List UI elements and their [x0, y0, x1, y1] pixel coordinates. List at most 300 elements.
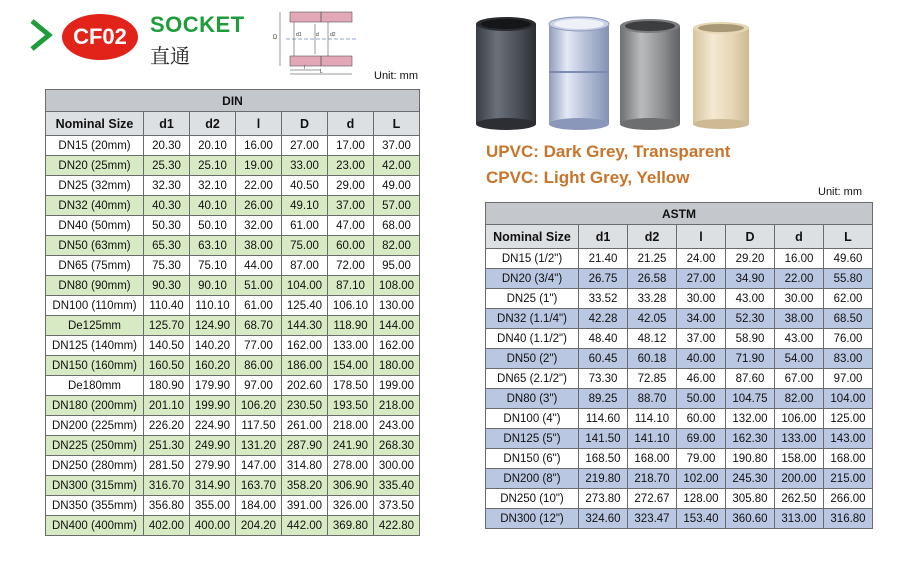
din-value-cell: 60.00 [328, 236, 374, 256]
din-value-cell: 44.00 [236, 256, 282, 276]
din-value-cell: 25.10 [190, 156, 236, 176]
din-table-row [46, 336, 420, 356]
astm-value-cell: 323.47 [628, 509, 677, 529]
astm-value-cell: 305.80 [726, 489, 775, 509]
din-table-row [46, 456, 420, 476]
astm-value-cell: 49.60 [824, 249, 873, 269]
astm-value-cell: 26.58 [628, 269, 677, 289]
din-value-cell: 140.50 [144, 336, 190, 356]
din-column-header: Nominal Size [46, 112, 144, 136]
din-value-cell: 37.00 [374, 136, 420, 156]
astm-nominal-size-cell: DN20 (3/4") [486, 269, 579, 289]
din-value-cell: 40.50 [282, 176, 328, 196]
din-value-cell: 104.00 [282, 276, 328, 296]
din-value-cell: 316.70 [144, 476, 190, 496]
socket-dimension-drawing [268, 6, 368, 76]
astm-value-cell: 106.00 [775, 409, 824, 429]
din-value-cell: 90.10 [190, 276, 236, 296]
din-nominal-size-cell: DN400 (400mm) [46, 516, 144, 536]
din-value-cell: 226.20 [144, 416, 190, 436]
din-value-cell: 125.40 [282, 296, 328, 316]
din-table-row [46, 436, 420, 456]
din-value-cell: 281.50 [144, 456, 190, 476]
astm-value-cell: 68.50 [824, 309, 873, 329]
astm-value-cell: 168.00 [628, 449, 677, 469]
din-unit-label: Unit: mm [374, 70, 418, 82]
din-table-row [46, 416, 420, 436]
din-nominal-size-cell: DN50 (63mm) [46, 236, 144, 256]
din-value-cell: 61.00 [236, 296, 282, 316]
din-value-cell: 144.00 [374, 316, 420, 336]
din-column-header: d1 [144, 112, 190, 136]
din-value-cell: 402.00 [144, 516, 190, 536]
astm-nominal-size-cell: DN40 (1.1/2") [486, 329, 579, 349]
din-value-cell: 130.00 [374, 296, 420, 316]
din-nominal-size-cell: DN200 (225mm) [46, 416, 144, 436]
din-value-cell: 279.90 [190, 456, 236, 476]
din-value-cell: 25.30 [144, 156, 190, 176]
astm-value-cell: 24.00 [677, 249, 726, 269]
din-value-cell: 50.10 [190, 216, 236, 236]
din-table-row [46, 496, 420, 516]
din-value-cell: 422.80 [374, 516, 420, 536]
dim-label-D: D [273, 35, 278, 41]
astm-value-cell: 40.00 [677, 349, 726, 369]
astm-value-cell: 168.50 [579, 449, 628, 469]
astm-value-cell: 30.00 [677, 289, 726, 309]
astm-value-cell: 42.28 [579, 309, 628, 329]
din-value-cell: 117.50 [236, 416, 282, 436]
din-value-cell: 20.30 [144, 136, 190, 156]
astm-value-cell: 102.00 [677, 469, 726, 489]
din-value-cell: 72.00 [328, 256, 374, 276]
din-value-cell: 355.00 [190, 496, 236, 516]
astm-value-cell: 266.00 [824, 489, 873, 509]
din-value-cell: 33.00 [282, 156, 328, 176]
din-value-cell: 241.90 [328, 436, 374, 456]
product-title-chinese: 直通 [150, 46, 190, 68]
din-value-cell: 391.00 [282, 496, 328, 516]
din-value-cell: 47.00 [328, 216, 374, 236]
astm-nominal-size-cell: DN80 (3") [486, 389, 579, 409]
din-value-cell: 68.00 [374, 216, 420, 236]
din-value-cell: 230.50 [282, 396, 328, 416]
astm-unit-label: Unit: mm [818, 186, 862, 198]
din-table-row [46, 196, 420, 216]
astm-value-cell: 97.00 [824, 369, 873, 389]
astm-value-cell: 79.00 [677, 449, 726, 469]
astm-value-cell: 21.40 [579, 249, 628, 269]
astm-nominal-size-cell: DN65 (2.1/2") [486, 369, 579, 389]
astm-value-cell: 33.28 [628, 289, 677, 309]
din-table-row [46, 156, 420, 176]
astm-value-cell: 272.67 [628, 489, 677, 509]
din-table-row [46, 256, 420, 276]
din-value-cell: 261.00 [282, 416, 328, 436]
astm-value-cell: 43.00 [775, 329, 824, 349]
din-table-row [46, 296, 420, 316]
astm-value-cell: 55.80 [824, 269, 873, 289]
din-value-cell: 154.00 [328, 356, 374, 376]
astm-nominal-size-cell: DN300 (12") [486, 509, 579, 529]
din-nominal-size-cell: DN20 (25mm) [46, 156, 144, 176]
astm-table-row [486, 489, 873, 509]
din-value-cell: 32.00 [236, 216, 282, 236]
din-nominal-size-cell: DN40 (50mm) [46, 216, 144, 236]
din-value-cell: 162.00 [374, 336, 420, 356]
astm-column-header: d [775, 225, 824, 249]
astm-value-cell: 273.80 [579, 489, 628, 509]
din-value-cell: 26.00 [236, 196, 282, 216]
din-value-cell: 160.20 [190, 356, 236, 376]
din-nominal-size-cell: DN32 (40mm) [46, 196, 144, 216]
din-value-cell: 37.00 [328, 196, 374, 216]
astm-value-cell: 48.12 [628, 329, 677, 349]
astm-value-cell: 141.10 [628, 429, 677, 449]
astm-value-cell: 104.00 [824, 389, 873, 409]
astm-value-cell: 76.00 [824, 329, 873, 349]
din-value-cell: 110.40 [144, 296, 190, 316]
din-table-row [46, 476, 420, 496]
astm-nominal-size-cell: DN125 (5") [486, 429, 579, 449]
astm-nominal-size-cell: DN100 (4") [486, 409, 579, 429]
din-value-cell: 204.20 [236, 516, 282, 536]
din-value-cell: 97.00 [236, 376, 282, 396]
astm-nominal-size-cell: DN150 (6") [486, 449, 579, 469]
din-table-row [46, 396, 420, 416]
din-nominal-size-cell: DN300 (315mm) [46, 476, 144, 496]
din-value-cell: 186.00 [282, 356, 328, 376]
astm-column-header: d1 [579, 225, 628, 249]
astm-value-cell: 114.60 [579, 409, 628, 429]
din-value-cell: 243.00 [374, 416, 420, 436]
astm-value-cell: 104.75 [726, 389, 775, 409]
din-value-cell: 218.00 [328, 416, 374, 436]
astm-value-cell: 190.80 [726, 449, 775, 469]
din-nominal-size-cell: DN15 (20mm) [46, 136, 144, 156]
din-value-cell: 369.80 [328, 516, 374, 536]
din-value-cell: 218.00 [374, 396, 420, 416]
din-table-row [46, 216, 420, 236]
din-value-cell: 442.00 [282, 516, 328, 536]
astm-value-cell: 218.70 [628, 469, 677, 489]
astm-value-cell: 58.90 [726, 329, 775, 349]
din-table-caption: DIN [46, 90, 420, 112]
din-nominal-size-cell: DN125 (140mm) [46, 336, 144, 356]
din-value-cell: 75.30 [144, 256, 190, 276]
astm-column-header: L [824, 225, 873, 249]
din-value-cell: 87.10 [328, 276, 374, 296]
astm-value-cell: 42.05 [628, 309, 677, 329]
din-value-cell: 224.90 [190, 416, 236, 436]
din-value-cell: 314.80 [282, 456, 328, 476]
astm-value-cell: 313.00 [775, 509, 824, 529]
din-value-cell: 144.30 [282, 316, 328, 336]
din-table-row [46, 276, 420, 296]
din-value-cell: 335.40 [374, 476, 420, 496]
din-value-cell: 306.90 [328, 476, 374, 496]
din-nominal-size-cell: DN225 (250mm) [46, 436, 144, 456]
din-nominal-size-cell: DN25 (32mm) [46, 176, 144, 196]
din-nominal-size-cell: DN80 (90mm) [46, 276, 144, 296]
astm-value-cell: 30.00 [775, 289, 824, 309]
din-value-cell: 50.30 [144, 216, 190, 236]
din-value-cell: 147.00 [236, 456, 282, 476]
din-value-cell: 23.00 [328, 156, 374, 176]
cpvc-colors-text: CPVC: Light Grey, Yellow [486, 168, 690, 187]
din-value-cell: 16.00 [236, 136, 282, 156]
astm-value-cell: 87.60 [726, 369, 775, 389]
chevron-right-icon [28, 18, 54, 52]
astm-value-cell: 132.00 [726, 409, 775, 429]
din-value-cell: 178.50 [328, 376, 374, 396]
din-value-cell: 61.00 [282, 216, 328, 236]
din-table-row [46, 316, 420, 336]
light-grey-socket-photo [614, 14, 686, 132]
astm-value-cell: 89.25 [579, 389, 628, 409]
din-value-cell: 118.90 [328, 316, 374, 336]
astm-value-cell: 245.30 [726, 469, 775, 489]
astm-column-header: D [726, 225, 775, 249]
din-nominal-size-cell: DN150 (160mm) [46, 356, 144, 376]
astm-value-cell: 48.40 [579, 329, 628, 349]
din-value-cell: 86.00 [236, 356, 282, 376]
product-title: SOCKET [150, 12, 245, 37]
yellow-socket-photo [688, 14, 754, 132]
astm-value-cell: 72.85 [628, 369, 677, 389]
astm-value-cell: 200.00 [775, 469, 824, 489]
din-value-cell: 326.00 [328, 496, 374, 516]
astm-value-cell: 34.90 [726, 269, 775, 289]
din-value-cell: 162.00 [282, 336, 328, 356]
din-table-row [46, 236, 420, 256]
din-nominal-size-cell: De180mm [46, 376, 144, 396]
astm-value-cell: 360.60 [726, 509, 775, 529]
din-column-header: d2 [190, 112, 236, 136]
din-value-cell: 49.10 [282, 196, 328, 216]
din-value-cell: 110.10 [190, 296, 236, 316]
astm-value-cell: 50.00 [677, 389, 726, 409]
din-value-cell: 19.00 [236, 156, 282, 176]
din-table-row [46, 176, 420, 196]
astm-value-cell: 153.40 [677, 509, 726, 529]
din-value-cell: 17.00 [328, 136, 374, 156]
astm-value-cell: 82.00 [775, 389, 824, 409]
din-value-cell: 400.00 [190, 516, 236, 536]
astm-value-cell: 34.00 [677, 309, 726, 329]
din-value-cell: 278.00 [328, 456, 374, 476]
astm-value-cell: 62.00 [824, 289, 873, 309]
din-nominal-size-cell: DN65 (75mm) [46, 256, 144, 276]
astm-value-cell: 69.00 [677, 429, 726, 449]
astm-value-cell: 168.00 [824, 449, 873, 469]
dim-label-d: d [316, 32, 319, 38]
din-value-cell: 95.00 [374, 256, 420, 276]
din-nominal-size-cell: De125mm [46, 316, 144, 336]
astm-value-cell: 22.00 [775, 269, 824, 289]
astm-value-cell: 162.30 [726, 429, 775, 449]
astm-value-cell: 128.00 [677, 489, 726, 509]
astm-column-header: l [677, 225, 726, 249]
astm-table-caption: ASTM [486, 203, 873, 225]
astm-nominal-size-cell: DN32 (1.1/4") [486, 309, 579, 329]
din-value-cell: 356.80 [144, 496, 190, 516]
din-value-cell: 27.00 [282, 136, 328, 156]
upvc-colors-text: UPVC: Dark Grey, Transparent [486, 142, 731, 161]
astm-value-cell: 262.50 [775, 489, 824, 509]
astm-table-row [486, 329, 873, 349]
astm-value-cell: 67.00 [775, 369, 824, 389]
astm-value-cell: 60.18 [628, 349, 677, 369]
astm-dimension-table [485, 202, 873, 529]
astm-table-row [486, 449, 873, 469]
transparent-socket-photo [544, 14, 614, 132]
din-value-cell: 268.30 [374, 436, 420, 456]
astm-table-row [486, 269, 873, 289]
astm-value-cell: 133.00 [775, 429, 824, 449]
din-value-cell: 51.00 [236, 276, 282, 296]
astm-value-cell: 27.00 [677, 269, 726, 289]
astm-table-row [486, 429, 873, 449]
astm-value-cell: 26.75 [579, 269, 628, 289]
din-value-cell: 180.90 [144, 376, 190, 396]
din-column-header: D [282, 112, 328, 136]
din-nominal-size-cell: DN180 (200mm) [46, 396, 144, 416]
din-value-cell: 40.30 [144, 196, 190, 216]
dim-label-d1: d1 [296, 32, 302, 38]
astm-value-cell: 83.00 [824, 349, 873, 369]
astm-value-cell: 21.25 [628, 249, 677, 269]
astm-value-cell: 316.80 [824, 509, 873, 529]
astm-value-cell: 46.00 [677, 369, 726, 389]
din-value-cell: 180.00 [374, 356, 420, 376]
dim-label-L: L [320, 69, 323, 75]
din-value-cell: 29.00 [328, 176, 374, 196]
din-value-cell: 314.90 [190, 476, 236, 496]
din-value-cell: 193.50 [328, 396, 374, 416]
din-value-cell: 160.50 [144, 356, 190, 376]
astm-value-cell: 141.50 [579, 429, 628, 449]
astm-value-cell: 52.30 [726, 309, 775, 329]
astm-table-row [486, 409, 873, 429]
dim-label-l: l [304, 65, 306, 71]
astm-value-cell: 16.00 [775, 249, 824, 269]
din-value-cell: 140.20 [190, 336, 236, 356]
din-column-header: d [328, 112, 374, 136]
astm-nominal-size-cell: DN25 (1") [486, 289, 579, 309]
din-nominal-size-cell: DN350 (355mm) [46, 496, 144, 516]
astm-value-cell: 114.10 [628, 409, 677, 429]
din-value-cell: 82.00 [374, 236, 420, 256]
astm-table-row [486, 369, 873, 389]
din-value-cell: 199.90 [190, 396, 236, 416]
astm-nominal-size-cell: DN200 (8") [486, 469, 579, 489]
din-nominal-size-cell: DN100 (110mm) [46, 296, 144, 316]
din-value-cell: 124.90 [190, 316, 236, 336]
din-value-cell: 22.00 [236, 176, 282, 196]
astm-value-cell: 29.20 [726, 249, 775, 269]
din-table-row [46, 356, 420, 376]
din-value-cell: 199.00 [374, 376, 420, 396]
astm-table-row [486, 389, 873, 409]
product-code-badge: CF02 [62, 14, 138, 60]
din-value-cell: 90.30 [144, 276, 190, 296]
din-value-cell: 75.10 [190, 256, 236, 276]
astm-nominal-size-cell: DN250 (10") [486, 489, 579, 509]
din-value-cell: 201.10 [144, 396, 190, 416]
din-value-cell: 63.10 [190, 236, 236, 256]
astm-table-row [486, 249, 873, 269]
din-value-cell: 32.10 [190, 176, 236, 196]
astm-value-cell: 73.30 [579, 369, 628, 389]
din-value-cell: 32.30 [144, 176, 190, 196]
din-value-cell: 131.20 [236, 436, 282, 456]
astm-value-cell: 54.00 [775, 349, 824, 369]
astm-column-header: Nominal Size [486, 225, 579, 249]
astm-value-cell: 37.00 [677, 329, 726, 349]
din-value-cell: 40.10 [190, 196, 236, 216]
din-value-cell: 57.00 [374, 196, 420, 216]
din-value-cell: 38.00 [236, 236, 282, 256]
astm-value-cell: 33.52 [579, 289, 628, 309]
din-value-cell: 68.70 [236, 316, 282, 336]
din-table-row [46, 376, 420, 396]
astm-value-cell: 219.80 [579, 469, 628, 489]
din-column-header: L [374, 112, 420, 136]
din-column-header: l [236, 112, 282, 136]
din-value-cell: 87.00 [282, 256, 328, 276]
din-value-cell: 106.20 [236, 396, 282, 416]
din-value-cell: 202.60 [282, 376, 328, 396]
astm-value-cell: 215.00 [824, 469, 873, 489]
din-value-cell: 163.70 [236, 476, 282, 496]
astm-table-row [486, 289, 873, 309]
din-dimension-table [45, 89, 420, 536]
din-value-cell: 249.90 [190, 436, 236, 456]
astm-value-cell: 60.00 [677, 409, 726, 429]
astm-value-cell: 143.00 [824, 429, 873, 449]
din-table-row [46, 136, 420, 156]
astm-value-cell: 60.45 [579, 349, 628, 369]
astm-table-row [486, 509, 873, 529]
din-value-cell: 125.70 [144, 316, 190, 336]
dim-label-d2: d2 [330, 32, 336, 38]
din-value-cell: 179.90 [190, 376, 236, 396]
din-value-cell: 77.00 [236, 336, 282, 356]
din-value-cell: 300.00 [374, 456, 420, 476]
din-value-cell: 49.00 [374, 176, 420, 196]
din-value-cell: 106.10 [328, 296, 374, 316]
astm-nominal-size-cell: DN50 (2") [486, 349, 579, 369]
din-value-cell: 133.00 [328, 336, 374, 356]
astm-table-row [486, 469, 873, 489]
din-value-cell: 42.00 [374, 156, 420, 176]
astm-column-header: d2 [628, 225, 677, 249]
din-value-cell: 75.00 [282, 236, 328, 256]
din-value-cell: 251.30 [144, 436, 190, 456]
din-value-cell: 65.30 [144, 236, 190, 256]
din-value-cell: 108.00 [374, 276, 420, 296]
din-nominal-size-cell: DN250 (280mm) [46, 456, 144, 476]
din-value-cell: 184.00 [236, 496, 282, 516]
astm-value-cell: 71.90 [726, 349, 775, 369]
astm-table-row [486, 309, 873, 329]
din-value-cell: 373.50 [374, 496, 420, 516]
din-value-cell: 358.20 [282, 476, 328, 496]
astm-table-row [486, 349, 873, 369]
din-table-row [46, 516, 420, 536]
astm-value-cell: 324.60 [579, 509, 628, 529]
